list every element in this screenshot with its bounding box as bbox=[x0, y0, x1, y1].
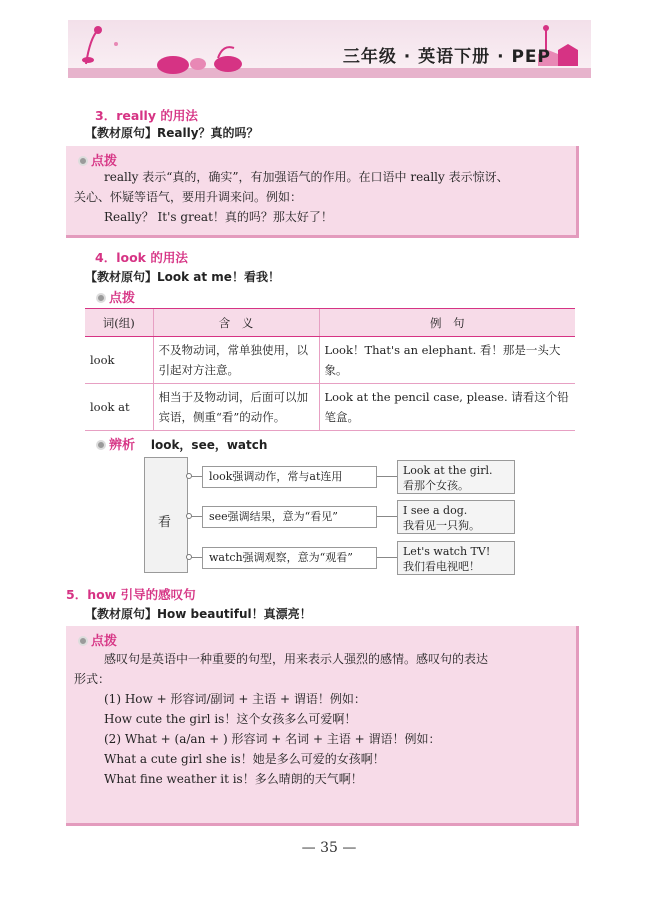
tip-bullet-icon bbox=[78, 156, 88, 166]
table-cell-word: look at bbox=[85, 384, 153, 431]
table-header-cell: 含 义 bbox=[153, 309, 319, 337]
tip-header bbox=[78, 630, 117, 649]
table-header-cell: 词(组) bbox=[85, 309, 153, 337]
section-3-original: 【教材原句】Really？真的吗？ bbox=[85, 126, 259, 140]
diagram-desc-box: watch强调观察，意为“观看” bbox=[202, 547, 377, 569]
tip-line: really 表示“真的，确实”，有加强语气的作用。在口语中 really 表示惊讶、 bbox=[104, 170, 509, 184]
table-cell-meaning: 相当于及物动词，后面可以加宾语，侧重“看”的动作。 bbox=[153, 384, 319, 431]
diagram-desc-box: look强调动作，常与at连用 bbox=[202, 466, 377, 488]
diagram-example-box bbox=[397, 541, 515, 575]
section-3-tip-box bbox=[66, 146, 579, 238]
diagram-desc-box: see强调结果，意为“看见” bbox=[202, 506, 377, 528]
tip-bullet-icon bbox=[78, 636, 88, 646]
tip-label: 点拨 bbox=[109, 291, 136, 306]
tip-line: What a cute girl she is！她是多么可爱的女孩啊！ bbox=[104, 752, 385, 766]
diagram-root-label: 看 bbox=[158, 515, 172, 530]
tip-label: 点拨 bbox=[91, 634, 118, 649]
tip-line: (1) How + 形容词/副词 + 主语 + 谓语！例如： bbox=[104, 692, 366, 706]
page-number: — 35 — bbox=[301, 840, 357, 856]
table-cell-example: Look！That's an elephant. 看！那是一头大象。 bbox=[319, 337, 575, 384]
diagram-connector bbox=[377, 516, 397, 517]
diagram-example-cn: 看那个女孩。 bbox=[403, 479, 469, 492]
tip-line: What fine weather it is！多么晴朗的天气啊！ bbox=[104, 772, 363, 786]
tip-line: 感叹句是英语中一种重要的句型，用来表示人强烈的感情。感叹句的表达 bbox=[104, 652, 489, 666]
analysis-header bbox=[96, 434, 267, 453]
diagram-example-en: I see a dog. bbox=[403, 504, 468, 517]
section-5-tip-box bbox=[66, 626, 579, 826]
usage-table bbox=[85, 308, 575, 431]
diagram-connector bbox=[377, 557, 397, 558]
analysis-bullet-icon bbox=[96, 440, 106, 450]
section-4-title: 4．look 的用法 bbox=[95, 250, 188, 265]
tip-line: (2) What + (a/an + ) 形容词 + 名词 + 主语 + 谓语！例如： bbox=[104, 732, 441, 746]
diagram-example-en: Let's watch TV! bbox=[403, 545, 491, 558]
tip-bullet-icon bbox=[96, 293, 106, 303]
section-4-original: 【教材原句】Look at me！看我！ bbox=[85, 270, 280, 284]
tip-line: Really？ It's great！真的吗？那太好了！ bbox=[104, 210, 333, 224]
table-header-row bbox=[85, 309, 575, 337]
section-4-tip-header bbox=[96, 287, 135, 306]
analysis-words: look，see，watch bbox=[150, 438, 268, 452]
table-row bbox=[85, 337, 575, 384]
tip-line: 关心、怀疑等语气，要用升调来问。例如： bbox=[74, 190, 303, 204]
table-cell-word: look bbox=[85, 337, 153, 384]
diagram-example-box bbox=[397, 500, 515, 534]
section-3-title: 3．really 的用法 bbox=[95, 108, 198, 123]
section-5-original: 【教材原句】How beautiful！真漂亮！ bbox=[85, 607, 312, 621]
usage-diagram bbox=[140, 455, 520, 577]
tip-label: 点拨 bbox=[91, 154, 118, 169]
table-cell-meaning: 不及物动词，常单独使用，以引起对方注意。 bbox=[153, 337, 319, 384]
tip-line: How cute the girl is！这个女孩多么可爱啊！ bbox=[104, 712, 357, 726]
table-row bbox=[85, 384, 575, 431]
table-header-cell: 例 句 bbox=[319, 309, 575, 337]
diagram-example-cn: 我看见一只狗。 bbox=[403, 519, 480, 532]
diagram-example-en: Look at the girl. bbox=[403, 464, 493, 477]
section-5-title: 5．how 引导的感叹句 bbox=[66, 587, 196, 602]
table-cell-example: Look at the pencil case, please. 请看这个铅笔盒。 bbox=[319, 384, 575, 431]
diagram-example-cn: 我们看电视吧！ bbox=[403, 560, 480, 573]
page-header bbox=[68, 20, 591, 78]
header-title: 三年级 · 英语下册 · PEP bbox=[342, 47, 551, 67]
diagram-example-box bbox=[397, 460, 515, 494]
diagram-connector bbox=[377, 476, 397, 477]
analysis-label: 辨析 bbox=[109, 438, 136, 453]
tip-line: 形式： bbox=[74, 672, 111, 686]
